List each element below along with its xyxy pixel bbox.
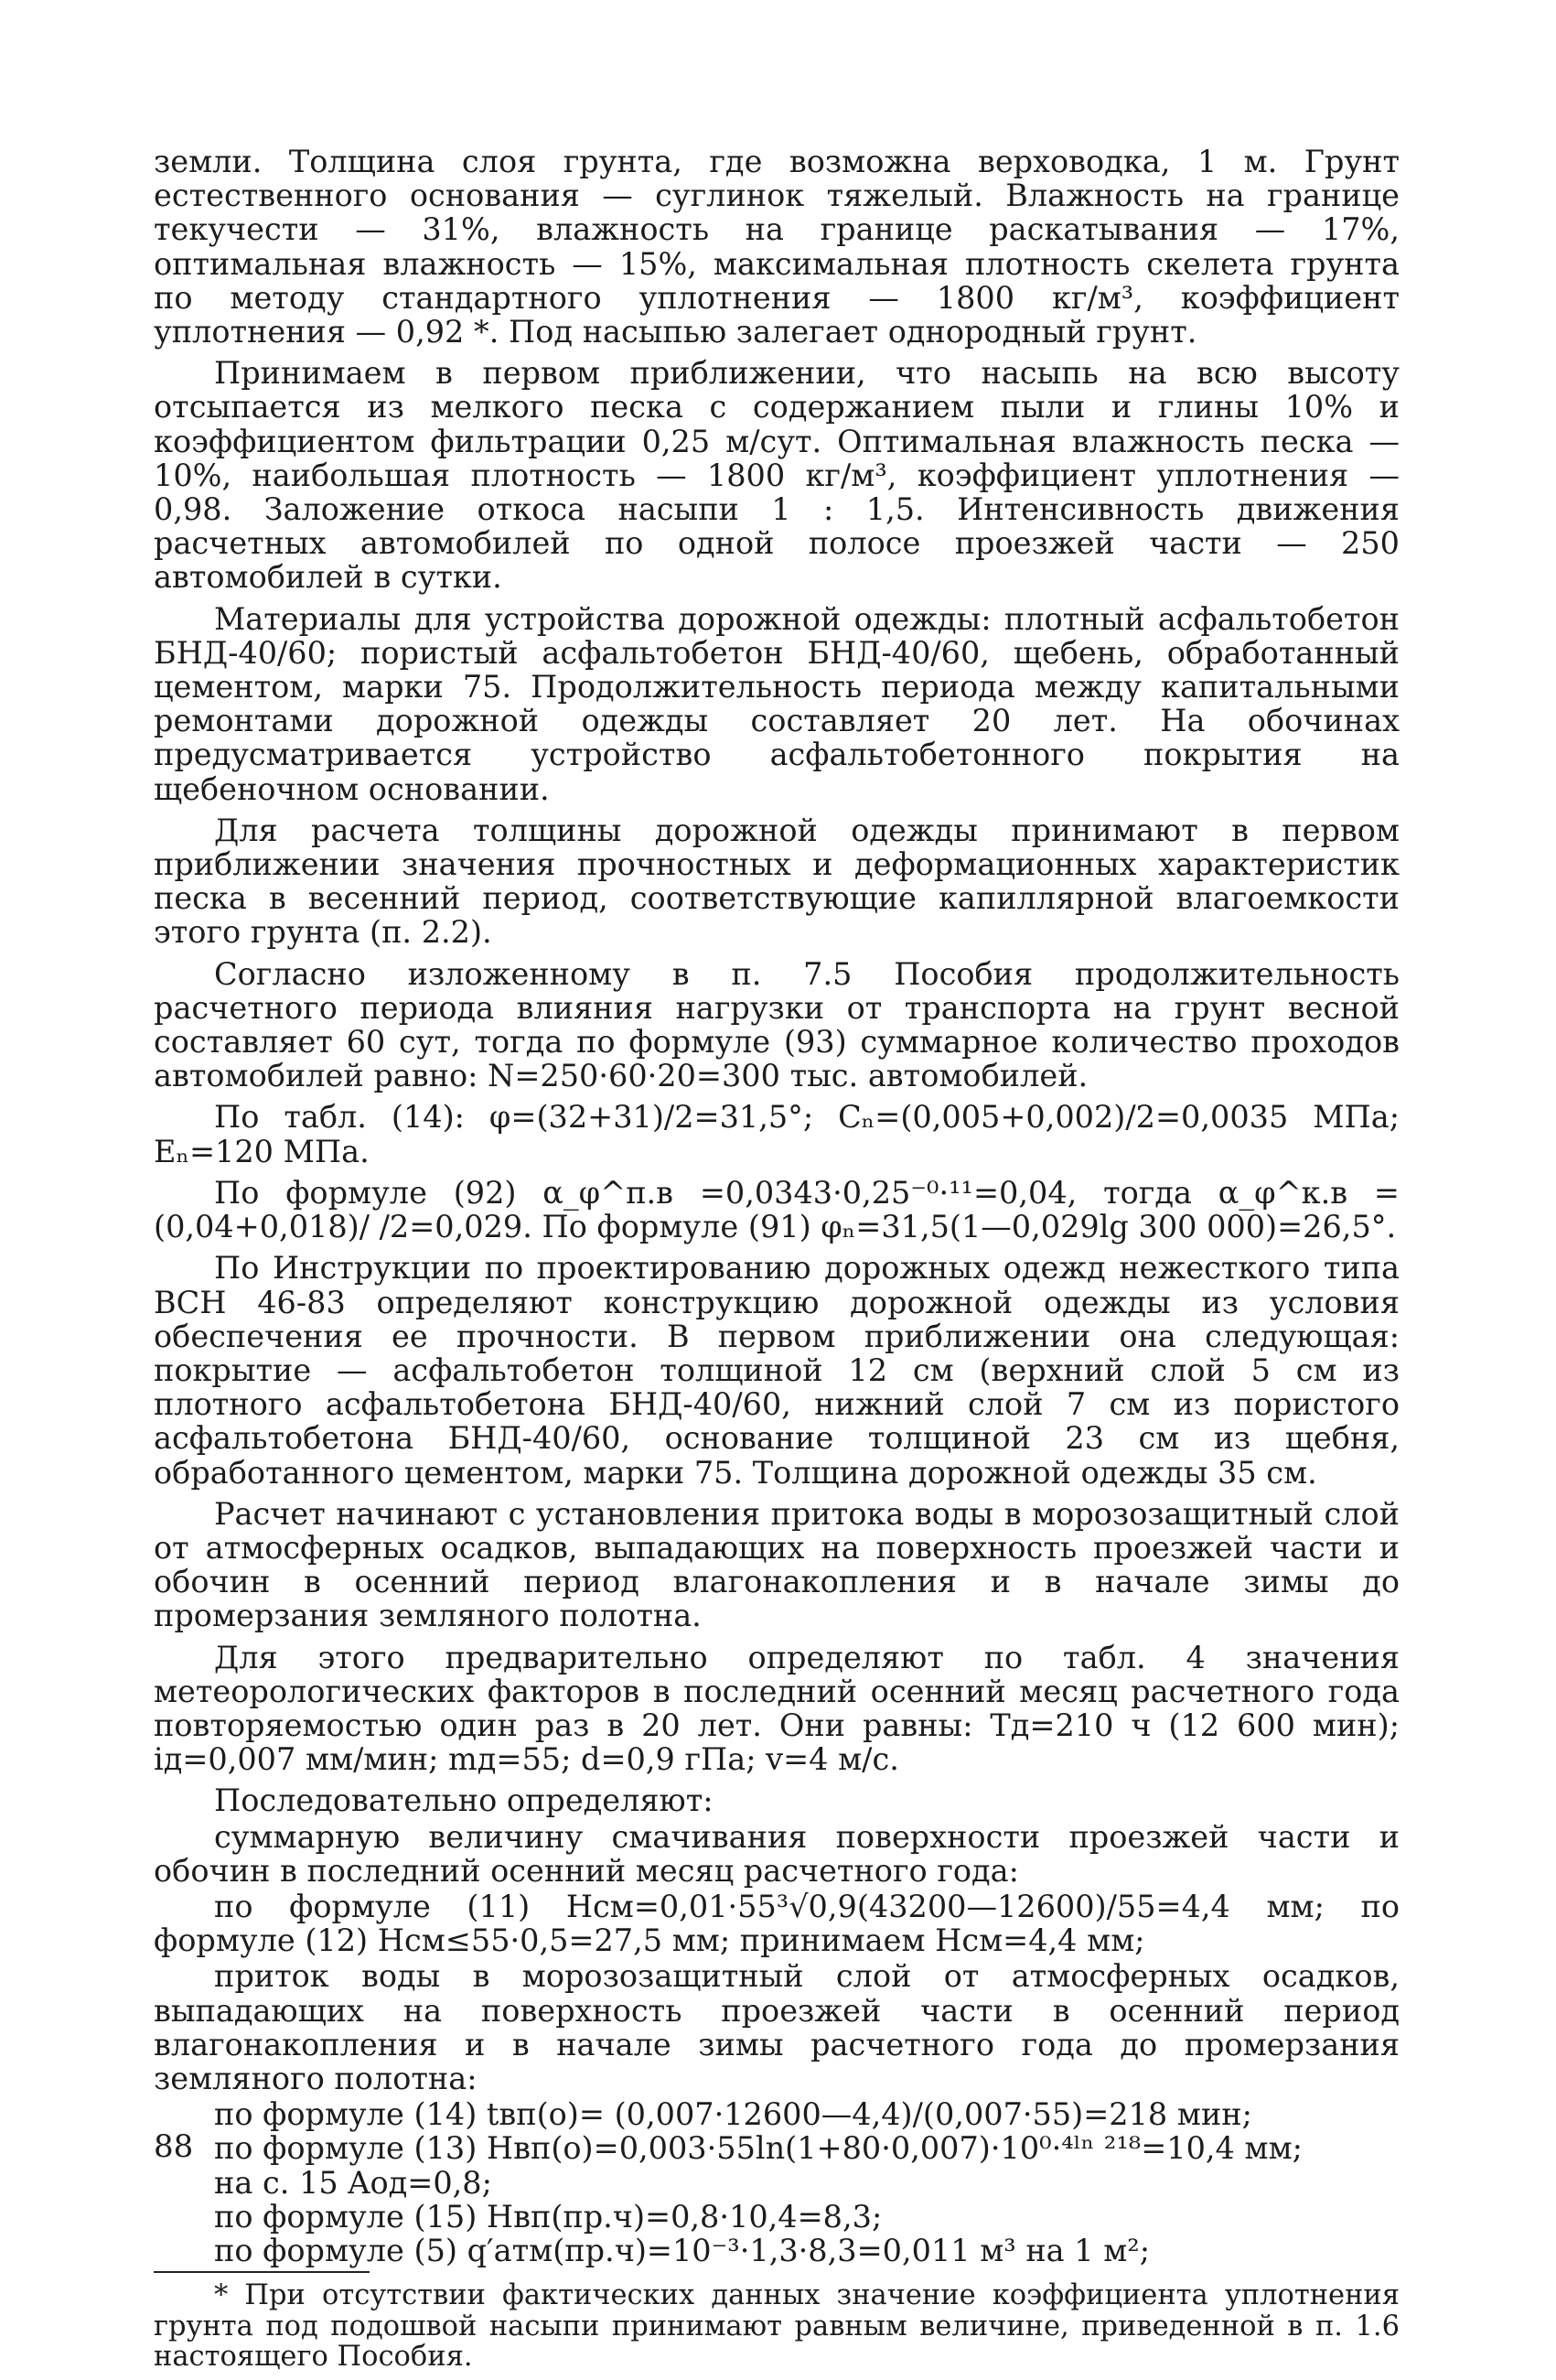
formula-line: на с. 15 Aод=0,8; xyxy=(214,2164,492,2201)
paragraph-first-approximation: Для расчета толщины дорожной одежды принимают в первом приближении значения прочностных и деформационных характеристик песка в весенний период, соответствующие капиллярной влагоемкости этого грунта (п. 2.2). xyxy=(154,812,1400,951)
paragraph-load-period: Согласно изложенному в п. 7.5 Пособия продолжительность расчетного периода влияния нагрузки от транспорта на грунт весной составляет 60 сут, тогда по формуле (93) суммарное количество проходов автомобилей равно: N=250·60·20=300 тыс. автомобилей. xyxy=(154,955,1400,1094)
paragraph-meteorological-factors: Для этого предварительно определяют по табл. 4 значения метеорологических факторов в последний осенний месяц расчетного года повторяемостью один раз в 20 лет. Они равны: Tд=210 ч (12 600 мин); iд=0,007 мм/мин; mд=55; d=0,9 гПа; v=4 м/с. xyxy=(154,1639,1400,1778)
paragraph-sequence-intro: Последовательно определяют: xyxy=(214,1782,714,1819)
paragraph-formula-11: по формуле (11) Hсм=0,01·55³√0,9(43200—12600)/55=4,4 мм; по формуле (12) Hсм≤55·0,5=27,5 мм; принимаем Hсм=4,4 мм; xyxy=(154,1888,1400,1959)
page-number: 88 xyxy=(154,2128,194,2165)
formula-list xyxy=(154,2097,1400,2267)
paragraph-water-inflow: Расчет начинают с установления притока воды в морозозащитный слой от атмосферных осадков, выпадающих на поверхность проезжей части и обочин в осенний период влагонакопления и в начале зимы до промерзания земляного полотна. xyxy=(154,1495,1400,1634)
paragraph-water-inflow-autumn: приток воды в морозозащитный слой от атмосферных осадков, выпадающих на поверхность проезжей части в осенний период влагонакопления и в начале зимы расчетного года до промерзания земляного полотна: xyxy=(154,1958,1400,2096)
paragraph-wetting-total: суммарную величину смачивания поверхности проезжей части и обочин в последний осенний месяц расчетного года: xyxy=(154,1818,1400,1889)
formula-line: по формуле (14) tвп(о)= (0,007·12600—4,4)/(0,007·55)=218 мин; xyxy=(214,2096,1252,2133)
paragraph-embankment-material: Принимаем в первом приближении, что насыпь на всю высоту отсыпается из мелкого песка с содержанием пыли и глины 10% и коэффициентом фильтрации 0,25 м/сут. Оптимальная влажность песка — 10%, наибольшая плотность — 1800 кг/м³, коэффициент уплотнения — 0,98. Заложение откоса насыпи 1 : 1,5. Интенсивность движения расчетных автомобилей по одной полосе проезжей части — 250 автомобилей в сутки. xyxy=(154,355,1400,596)
formula-line: по формуле (15) Hвп(пр.ч)=0,8·10,4=8,3; xyxy=(214,2198,883,2235)
footnote: * При отсутствии фактических данных значение коэффициента уплотнения грунта под подошвой насыпи принимают равным величине, приведенной в п. 1.6 настоящего Пособия. xyxy=(154,2279,1400,2374)
formula-line: по формуле (13) Hвп(о)=0,003·55ln(1+80·0,007)·10⁰·⁴ˡⁿ ²¹⁸=10,4 мм; xyxy=(214,2130,1303,2167)
paragraph-soil-description: земли. Толщина слоя грунта, где возможна верховодка, 1 м. Грунт естественного основания — суглинок тяжелый. Влажность на границе текучести — 31%, влажность на границе раскатывания — 17%, оптимальная влажность — 15%, максимальная плотность скелета грунта по методу стандартного уплотнения — 1800 кг/м³, коэффициент уплотнения — 0,92 *. Под насыпью залегает однородный грунт. xyxy=(154,144,1400,350)
footnote-divider xyxy=(154,2271,370,2273)
paragraph-formula-92: По формуле (92) α_φ^п.в =0,0343·0,25⁻⁰·¹¹=0,04, тогда α_φ^к.в =(0,04+0,018)/ /2=0,029. По формуле (91) φₙ=31,5(1—0,029lg 300 000)=26,5°. xyxy=(154,1174,1400,1245)
paragraph-pavement-construction: По Инструкции по проектированию дорожных одежд нежесткого типа ВСН 46-83 определяют конструкцию дорожной одежды из условия обеспечения ее прочности. В первом приближении она следующая: покрытие — асфальтобетон толщиной 12 см (верхний слой 5 см из плотного асфальтобетона БНД-40/60, нижний слой 7 см из пористого асфальтобетона БНД-40/60, основание толщиной 23 см из щебня, обработанного цементом, марки 75. Толщина дорожной одежды 35 см. xyxy=(154,1250,1400,1491)
paragraph-pavement-materials: Материалы для устройства дорожной одежды: плотный асфальтобетон БНД-40/60; пористый асфальтобетон БНД-40/60, щебень, обработанный цементом, марки 75. Продолжительность периода между капитальными ремонтами дорожной одежды составляет 20 лет. На обочинах предусматривается устройство асфальтобетонного покрытия на щебеночном основании. xyxy=(154,600,1400,807)
page-body xyxy=(154,145,1400,2380)
formula-line: по формуле (5) q′атм(пр.ч)=10⁻³·1,3·8,3=0,011 м³ на 1 м²; xyxy=(214,2232,1151,2268)
paragraph-table-14: По табл. (14): φ=(32+31)/2=31,5°; Cₙ=(0,005+0,002)/2=0,0035 МПа; Eₙ=120 МПа. xyxy=(154,1099,1400,1169)
